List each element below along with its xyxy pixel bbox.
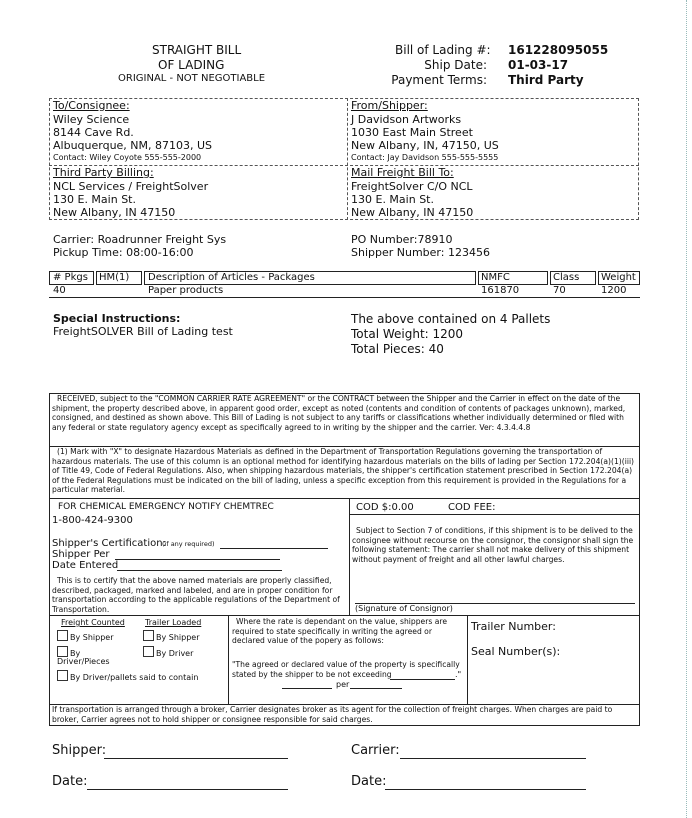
ship-date-label: Ship Date: — [424, 58, 487, 72]
shipper-sign-line[interactable] — [104, 758, 288, 759]
title-line1: STRAIGHT BILL — [152, 43, 242, 57]
freight-by-shipper[interactable] — [57, 630, 114, 642]
broker-text: If transportation is arranged through a broker, Carrier designates broker as its agent for the collection of freight charges. When charges are paid to broker, Carrier agrees not to hold shipper or consignee responsible for said charges. — [52, 705, 613, 724]
date-entered-label: Date Entered — [52, 560, 119, 571]
ship-date-value: 01-03-17 — [508, 58, 569, 72]
row-nmfc: 161870 — [481, 285, 520, 296]
consignee-street: 8144 Cave Rd. — [53, 126, 134, 139]
page-edge-divider — [686, 0, 687, 818]
row-class: 70 — [553, 285, 566, 296]
declared-value-text: Where the rate is dependant on the value, shippers are required to state specifically in writing the agreed or declared value of the popery as follows: — [232, 617, 447, 646]
chemtrec-phone: 1-800-424-9300 — [52, 515, 133, 526]
loaded-by-driver[interactable] — [143, 646, 193, 658]
cert-note: (if any required) — [162, 540, 215, 548]
cod-divider — [349, 514, 640, 515]
col-hm-header: HM(1) — [99, 272, 130, 283]
shipper-per-label: Shipper Per — [52, 549, 110, 560]
per-line-right[interactable] — [350, 688, 402, 689]
checkbox[interactable] — [57, 646, 68, 657]
total-weight: Total Weight: 1200 — [351, 327, 464, 341]
title-line2: OF LADING — [158, 58, 225, 72]
shipper-sign-label: Shipper: — [52, 743, 107, 758]
cert-signature-line[interactable] — [220, 548, 328, 549]
close-quote: ." — [455, 670, 462, 679]
third-party-city: New Albany, IN 47150 — [53, 206, 176, 219]
driver-pallets-label: By Driver/pallets said to contain — [70, 673, 199, 682]
checkbox[interactable] — [143, 630, 154, 641]
cod-fee: COD FEE: — [448, 502, 496, 513]
carrier-sign-label: Carrier: — [351, 743, 400, 758]
per-label: per — [336, 680, 350, 689]
shipper-date-line[interactable] — [87, 789, 288, 790]
cert-label: Shipper's Certification: — [52, 538, 166, 549]
col-desc-header: Description of Articles - Packages — [148, 272, 315, 283]
shipper-contact: Contact: Jay Davidson 555-555-5555 — [351, 153, 499, 162]
pallets-text: The above contained on 4 Pallets — [351, 312, 551, 326]
row-desc: Paper products — [148, 285, 224, 296]
pickup-time: Pickup Time: 08:00-16:00 — [53, 246, 194, 259]
po-number: PO Number:78910 — [351, 233, 453, 246]
col-class-header: Class — [553, 272, 580, 283]
shipper-number: Shipper Number: 123456 — [351, 246, 490, 259]
hazmat-terms: (1) Mark with "X" to designate Hazardous Materials as defined in the Department of Transportation Regulations governing the transportation of hazardous materials. The use of this column is an optional method for identifying hazardous materials on the bills of lading per Section 172.204(a)(1)(iii) of Title 49, Code of Federal Regulations. Also, when shipping hazardous materials, the shipper's certification statement prescribed in Section 172.204(a) of the Federal Regulations must be indicated on the bill of lading, unless a specific exception from this requirement is provided in the Regulations for a particular material. — [52, 447, 635, 495]
agreed-value-line[interactable] — [390, 679, 455, 680]
third-party-heading: Third Party Billing: — [53, 166, 154, 179]
driver-pallets[interactable] — [57, 670, 198, 682]
address-divider-v — [347, 98, 348, 220]
row-weight: 1200 — [601, 285, 627, 296]
chemtrec-heading: FOR CHEMICAL EMERGENCY NOTIFY CHEMTREC — [58, 502, 274, 512]
mail-freight-heading: Mail Freight Bill To: — [351, 166, 454, 179]
date-entered-line[interactable] — [117, 570, 282, 571]
driver-pieces-label: Driver/Pieces — [57, 657, 110, 666]
third-party-name: NCL Services / FreightSolver — [53, 180, 209, 193]
consignee-name: Wiley Science — [53, 113, 130, 126]
bol-label: Bill of Lading #: — [395, 43, 491, 57]
cod-amount: COD $:0.00 — [356, 502, 414, 513]
checkbox[interactable] — [143, 646, 154, 657]
section7-text: Subject to Section 7 of conditions, if this shipment is to be delived to the consignee without recourse on the consignor, the consignor shall sign the following statement: The carrier shall not make delivery of this shipment without payment of freight and all other lawful charges. — [352, 526, 634, 564]
table-bottom-rule — [49, 297, 640, 298]
col-pkgs-header: # Pkgs — [53, 272, 88, 283]
consignee-heading: To/Consignee: — [53, 99, 130, 112]
total-pieces: Total Pieces: 40 — [351, 342, 444, 356]
shipper-name: J Davidson Artworks — [351, 113, 462, 126]
mail-freight-street: 130 E. Main St. — [351, 193, 434, 206]
col-weight-header: Weight — [601, 272, 636, 283]
bol-value: 161228095055 — [508, 43, 609, 57]
certify-text: This is to certify that the above named materials are properly classified, described, packaged, marked and labeled, and are in proper condition for transportation according to the applicable regulations of the Department of Transportation. — [52, 576, 340, 614]
payment-label: Payment Terms: — [391, 73, 487, 87]
shipper-heading: From/Shipper: — [351, 99, 428, 112]
loaded-by-driver-label: By Driver — [156, 649, 194, 658]
carrier-name: Carrier: Roadrunner Freight Sys — [53, 233, 227, 246]
checkbox[interactable] — [57, 630, 68, 641]
seal-numbers-label: Seal Number(s): — [471, 645, 561, 658]
agreed-value-text: "The agreed or declared value of the property is specifically stated by the shipper to be not exceeding — [232, 660, 460, 679]
trailer-loaded-label: Trailer Loaded — [145, 618, 202, 627]
checkbox[interactable] — [57, 670, 68, 681]
third-party-street: 130 E. Main St. — [53, 193, 136, 206]
carrier-date-line[interactable] — [385, 789, 586, 790]
received-terms: RECEIVED, subject to the "COMMON CARRIER RATE AGREEMENT" or the CONTRACT between the Shipper and the Carrier in effect on the date of the shipment, the property described above, in apparent good order, except as noted (contents and condition of contents of packages unknown), marked, consigned, and destined as shown above. This Bill of Lading is not subject to any tariffs or classifications whether individually determined or filed with any federal or state regulatory agency except as specifically agreed to in writing by the shipper and the carrier. Ver: 4.3.4.4.8 — [52, 394, 626, 432]
special-heading: Special Instructions: — [53, 312, 181, 325]
payment-value: Third Party — [508, 73, 584, 87]
trailer-number-label: Trailer Number: — [471, 620, 556, 633]
subtitle: ORIGINAL - NOT NEGOTIABLE — [118, 73, 266, 84]
carrier-date-label: Date: — [351, 774, 387, 789]
per-line-left[interactable] — [282, 688, 332, 689]
shipper-city: New Albany, IN, 47150, US — [351, 139, 499, 152]
loaded-by-shipper-label: By Shipper — [156, 633, 200, 642]
consignor-signature-label: (Signature of Consignor) — [355, 604, 453, 613]
special-text: FreightSOLVER Bill of Lading test — [53, 325, 233, 338]
freight-by-shipper-label: By Shipper — [70, 633, 114, 642]
carrier-sign-line[interactable] — [400, 758, 586, 759]
freight-counted-label: Freight Counted — [61, 618, 125, 627]
consignee-city: Albuquerque, NM, 87103, US — [53, 139, 213, 152]
freight-by-label: By — [70, 649, 81, 658]
col-nmfc-header: NMFC — [481, 272, 510, 283]
shipper-street: 1030 East Main Street — [351, 126, 473, 139]
row-pkgs: 40 — [53, 285, 66, 296]
loaded-by-shipper[interactable] — [143, 630, 200, 642]
mail-freight-city: New Albany, IN 47150 — [351, 206, 474, 219]
shipper-per-line[interactable] — [115, 559, 280, 560]
consignee-contact: Contact: Wiley Coyote 555-555-2000 — [53, 153, 202, 162]
mail-freight-name: FreightSolver C/O NCL — [351, 180, 473, 193]
shipper-date-label: Date: — [52, 774, 88, 789]
